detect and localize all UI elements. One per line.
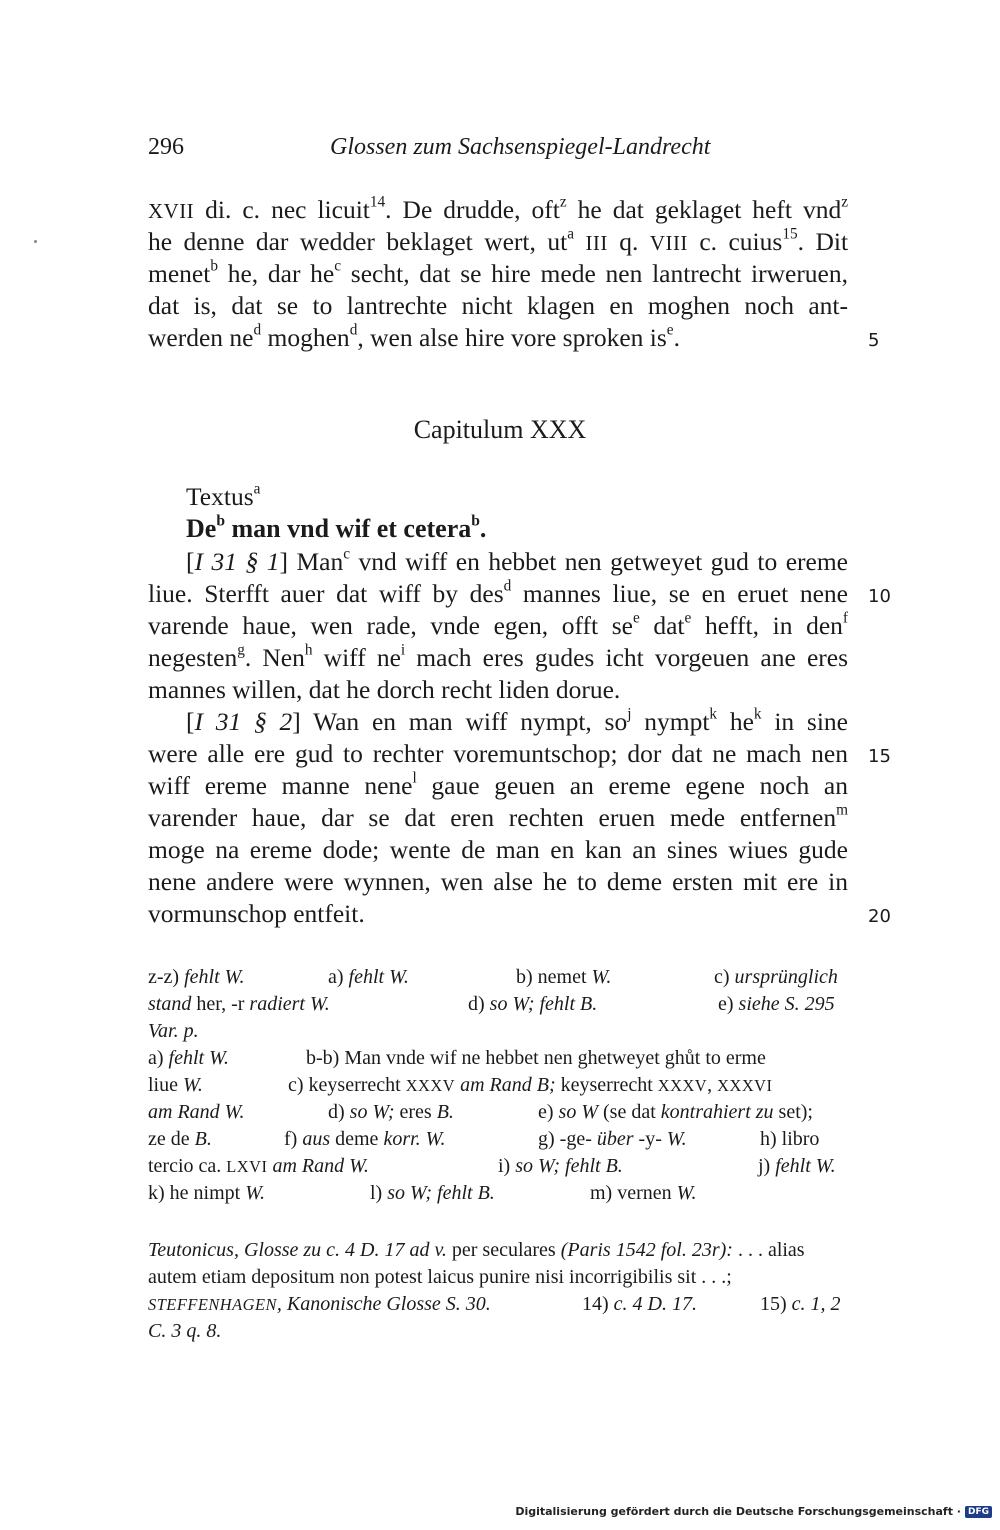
body-line-3: menet$^b$ he, dar $he^c$ secht, dat se hire mede nen lantrecht irweruen, (148, 257, 849, 288)
line-number-10: 10 (868, 586, 891, 607)
dfg-logo-icon: DFG (965, 1506, 992, 1518)
body-line-2: he denne dar wedder beklaget wert, $ut^a$ III q. VIII c. cuius$^{15}$. Dit (148, 225, 849, 256)
dfg-credit-text: Digitalisierung gefördert durch die Deutsche Forschungsgemeinschaft · (515, 1505, 961, 1518)
body-line-1: XVII di. c. nec licuit$^{14}$. De drudde, oft$^z$ he dat geklaget heft vnd$^z$ (148, 193, 848, 224)
body-line-4: dat is, dat se to lantrechte nicht klagen en moghen noch ant- (148, 291, 848, 320)
body-line-10: mannes willen, dat he dorch recht liden dorue. (148, 675, 621, 704)
body-line-5: werden $ne^d$ moghen$^d$, wen alse hire vore sproken $is^e$. (148, 321, 680, 352)
source-note-line-4: C. 3 q. 8. (148, 1320, 222, 1342)
running-title: Glossen zum Sachsenspiegel-Landrecht (330, 134, 711, 160)
body-line-14: varender haue, dar se dat eren rechten eruen mede entfernen$^m$ (148, 801, 848, 832)
body-line-7: liue. Sterfft auer dat wiff by des$^d$ mannes liue, se en eruet nene (148, 577, 849, 608)
body-line-11: [I 31 § 2] Wan en man wiff nympt, $so^j$ nympt$^k$ $he^k$ in sine (186, 705, 849, 736)
line-number-15: 15 (868, 746, 891, 767)
body-line-13: wiff ereme manne nene$^l$ gaue geuen an ereme egene noch an (148, 769, 848, 800)
dfg-credit (515, 1505, 992, 1518)
textus-label: Textus$^a$ (186, 480, 261, 511)
section-subheading: De$^b$ man vnd wif et cetera$^b$. (186, 512, 487, 543)
chapter-heading: Capitulum XXX (413, 415, 587, 444)
body-line-15: moge na ereme dode; wente de man en kan an sines wiues gude (148, 835, 848, 864)
body-line-9: negesten$^g$. Nen$^h$ wiff $ne^i$ mach eres gudes icht vorgeuen ane eres (148, 641, 848, 672)
line-number-20: 20 (868, 906, 891, 927)
source-note-line-1: Teutonicus, Glosse zu c. 4 D. 17 ad v. per seculares (Paris 1542 fol. 23r): . . . alias (148, 1239, 805, 1261)
page-number: 296 (148, 134, 184, 160)
line-number-5: 5 (868, 330, 880, 351)
body-line-12: were alle ere gud to rechter voremuntschop; dor dat ne mach nen (148, 739, 848, 768)
apparatus-line-3: Var. p. (148, 1020, 199, 1042)
body-line-8: varende haue, wen rade, vnde egen, offt $se^e$ dat$^e$ hefft, in den$^f$ (148, 609, 848, 640)
source-note-line-2: autem etiam depositum non potest laicus punire nisi incorrigibilis sit . . .; (148, 1266, 732, 1288)
body-line-6: [I 31 § 1] Man$^c$ vnd wiff en hebbet nen getweyet gud to ereme (186, 545, 848, 576)
body-line-17: vormunschop entfeit. (148, 899, 365, 928)
margin-mark (34, 240, 37, 243)
body-line-16: nene andere were wynnen, wen alse he to deme ersten mit ere in (148, 867, 848, 896)
